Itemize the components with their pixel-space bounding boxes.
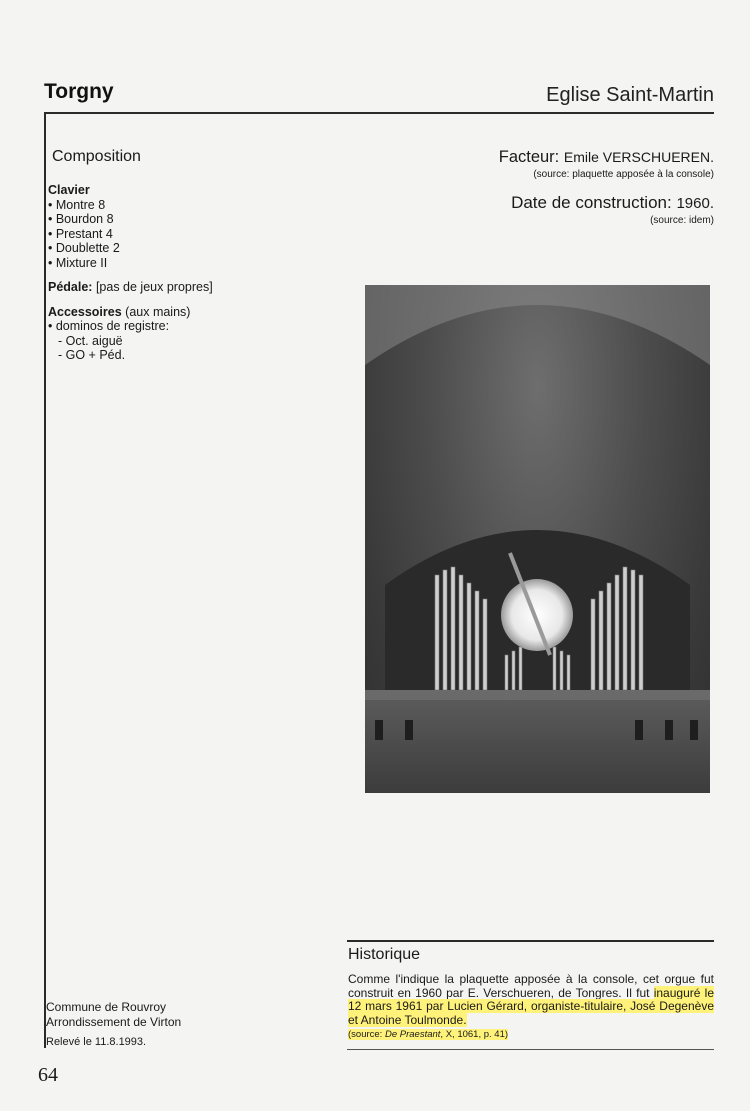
stop-item: • Mixture II — [48, 255, 108, 270]
page-title-place: Torgny — [44, 80, 114, 103]
date-block — [511, 193, 714, 226]
dominos-item: - GO + Péd. — [58, 348, 126, 362]
commune-block — [46, 1000, 181, 1030]
composition-block — [48, 183, 308, 363]
facteur-source: (source: plaquette apposée à la console) — [533, 169, 714, 180]
historique-bottom-rule — [347, 1049, 714, 1050]
date-label: Date de construction: — [511, 193, 672, 212]
facteur-value: Emile VERSCHUEREN. — [563, 149, 714, 165]
releve-date: Relevé le 11.8.1993. — [46, 1036, 147, 1048]
facteur-label: Facteur: — [498, 148, 560, 166]
source-suffix: , X, 1061, p. 41) — [440, 1029, 509, 1040]
source-prefix: (source: — [348, 1029, 383, 1040]
pedale-line — [48, 280, 308, 295]
accessoires-label: Accessoires — [48, 304, 122, 319]
historique-text-highlight: inauguré le 12 mars 1961 par Lucien Gérard, organiste-titulaire, José Degenève et Antoine Toulmonde. — [348, 985, 714, 1027]
historique-heading: Historique — [348, 946, 421, 963]
facteur-block — [499, 148, 714, 180]
facteur-line — [499, 148, 714, 167]
stop-item: • Montre 8 — [48, 197, 106, 212]
date-value: 1960. — [676, 195, 714, 212]
stop-item: • Prestant 4 — [48, 226, 113, 241]
historique-text — [348, 973, 714, 1042]
clavier-list — [48, 198, 308, 271]
page-title-church: Eglise Saint-Martin — [546, 84, 714, 106]
source-title: De Praestant — [384, 1029, 441, 1040]
pedale-value: [pas de jeux propres] — [95, 280, 213, 294]
historique-rule — [347, 940, 714, 942]
organ-photo — [365, 285, 710, 793]
accessoires-line — [48, 305, 308, 320]
commune-name: Commune de Rouvroy — [46, 1000, 167, 1014]
header-rule — [44, 112, 714, 114]
left-rule — [44, 113, 46, 1048]
dominos-label: • dominos de registre: — [48, 319, 170, 333]
accessoires-value: (aux mains) — [125, 304, 191, 319]
historique-text-plain: Comme l'indique la plaquette apposée à la console, cet orgue fut construit en 1960 par E. Verschueren, de Tongres. Il fut — [348, 972, 714, 1000]
page-number: 64 — [38, 1064, 58, 1086]
date-line — [511, 193, 714, 213]
dominos-item: - Oct. aiguë — [58, 333, 123, 348]
stop-item: • Doublette 2 — [48, 241, 120, 255]
organ-illustration — [365, 285, 710, 793]
arrondissement-name: Arrondissement de Virton — [46, 1015, 182, 1029]
date-source: (source: idem) — [650, 215, 714, 226]
composition-heading: Composition — [52, 148, 141, 165]
historique-source — [348, 1029, 508, 1040]
clavier-heading: Clavier — [48, 183, 90, 197]
pedale-label: Pédale: — [48, 280, 93, 294]
stop-item: • Bourdon 8 — [48, 212, 114, 226]
